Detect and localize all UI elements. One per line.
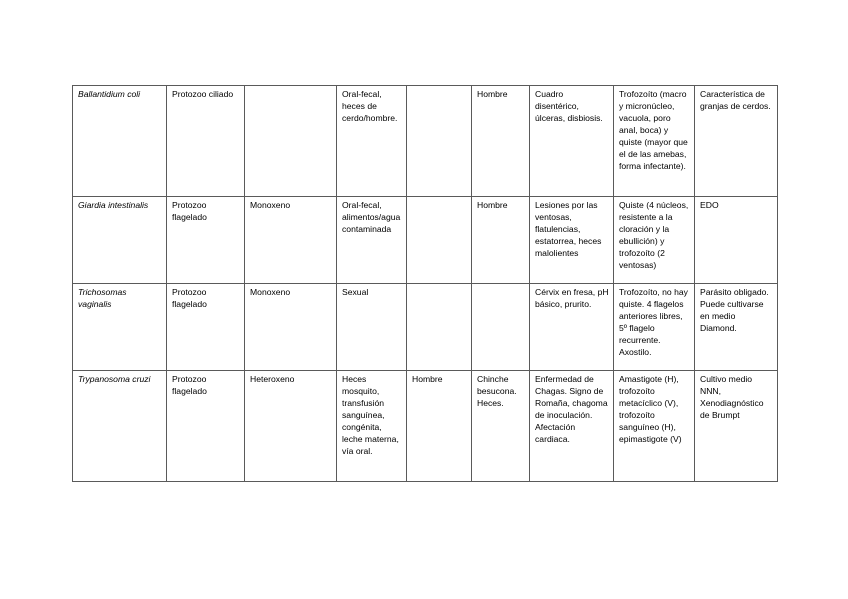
organism-type-cell: Protozoo flagelado — [167, 197, 245, 284]
organism-name-cell: Giardia intestinalis — [73, 197, 167, 284]
host-cell: Chinche besucona. Heces. — [472, 371, 530, 482]
organism-name-cell: Trichosomas vaginalis — [73, 284, 167, 371]
notes-cell: Característica de granjas de cerdos. — [695, 86, 778, 197]
table-row — [73, 284, 778, 371]
clinical-cell: Enfermedad de Chagas. Signo de Romaña, chagoma de inoculación. Afectación cardiaca. — [530, 371, 614, 482]
cycle-cell: Monoxeno — [245, 284, 337, 371]
organism-name-cell: Ballantidium coli — [73, 86, 167, 197]
host-cell: Hombre — [472, 86, 530, 197]
forms-cell: Trofozoíto (macro y micronúcleo, vacuola, poro anal, boca) y quiste (mayor que el de las amebas, forma infectante). — [614, 86, 695, 197]
parasite-table — [72, 85, 778, 482]
cycle-cell: Heteroxeno — [245, 371, 337, 482]
host-cell — [472, 284, 530, 371]
clinical-cell: Lesiones por las ventosas, flatulencias, estatorrea, heces malolientes — [530, 197, 614, 284]
definitive-host-cell — [407, 284, 472, 371]
cycle-cell — [245, 86, 337, 197]
table-row — [73, 86, 778, 197]
definitive-host-cell: Hombre — [407, 371, 472, 482]
definitive-host-cell — [407, 197, 472, 284]
transmission-cell: Oral-fecal, alimentos/agua contaminada — [337, 197, 407, 284]
notes-cell: EDO — [695, 197, 778, 284]
transmission-cell: Oral-fecal, heces de cerdo/hombre. — [337, 86, 407, 197]
clinical-cell: Cérvix en fresa, pH básico, prurito. — [530, 284, 614, 371]
forms-cell: Quiste (4 núcleos, resistente a la cloración y la ebullición) y trofozoíto (2 ventosas) — [614, 197, 695, 284]
transmission-cell: Heces mosquito, transfusión sanguínea, congénita, leche materna, vía oral. — [337, 371, 407, 482]
notes-cell: Cultivo medio NNN, Xenodiagnóstico de Brumpt — [695, 371, 778, 482]
organism-type-cell: Protozoo flagelado — [167, 284, 245, 371]
organism-type-cell: Protozoo flagelado — [167, 371, 245, 482]
organism-name-cell: Trypanosoma cruzi — [73, 371, 167, 482]
forms-cell: Trofozoíto, no hay quiste. 4 flagelos anteriores libres, 5º flagelo recurrente. Axostilo. — [614, 284, 695, 371]
transmission-cell: Sexual — [337, 284, 407, 371]
notes-cell: Parásito obligado. Puede cultivarse en medio Diamond. — [695, 284, 778, 371]
cycle-cell: Monoxeno — [245, 197, 337, 284]
clinical-cell: Cuadro disentérico, úlceras, disbiosis. — [530, 86, 614, 197]
definitive-host-cell — [407, 86, 472, 197]
forms-cell: Amastigote (H), trofozoíto metacíclico (V), trofozoíto sanguíneo (H), epimastigote (V) — [614, 371, 695, 482]
table-row — [73, 197, 778, 284]
organism-type-cell: Protozoo ciliado — [167, 86, 245, 197]
table-row — [73, 371, 778, 482]
host-cell: Hombre — [472, 197, 530, 284]
